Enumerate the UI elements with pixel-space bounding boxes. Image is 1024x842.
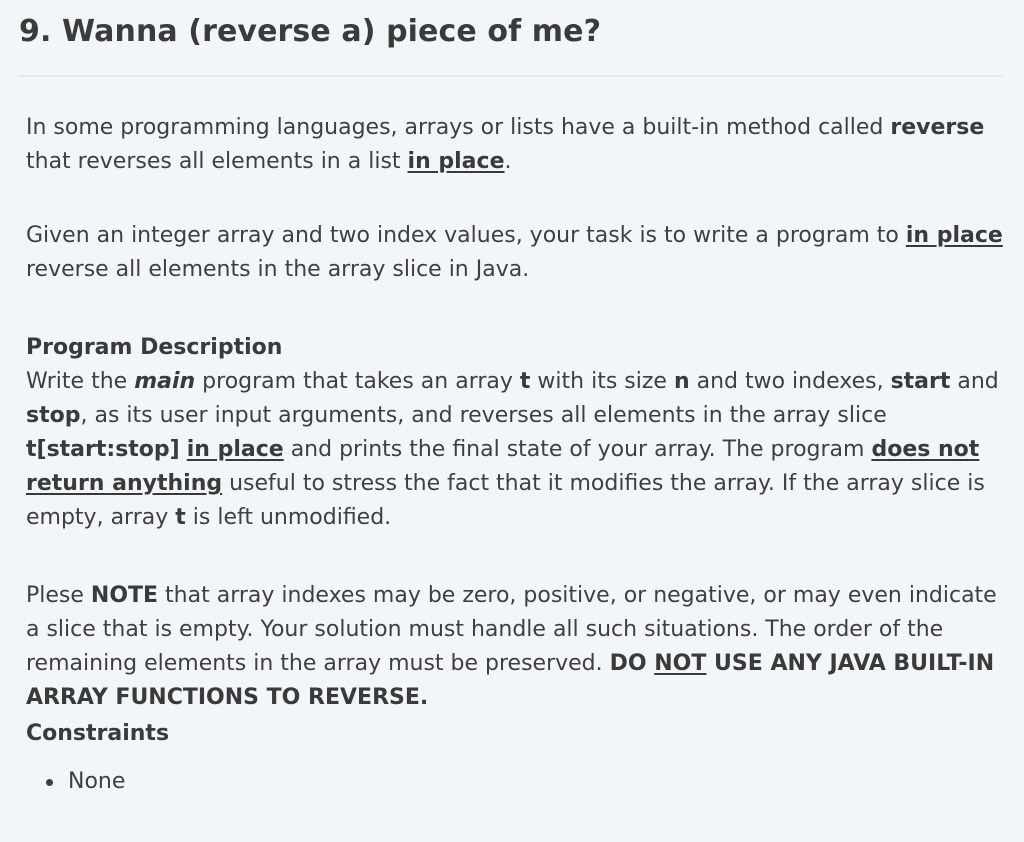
desc-text-3: with its size (530, 369, 674, 394)
intro-text: In some programming languages, arrays or lists have a built-in method called (26, 115, 891, 140)
desc-text-5: and (950, 369, 999, 394)
desc-text-9: useful to stress the fact that it modifies the array. If the array slice is empty, array (26, 471, 985, 530)
intro-paragraph (26, 111, 1004, 179)
array-t-keyword-2: t (175, 505, 186, 530)
intro-text-2: that reverses all elements in a list (26, 149, 408, 174)
main-keyword: main (134, 369, 196, 394)
program-description-paragraph (26, 365, 1004, 535)
task-text: Given an integer array and two index values, your task is to write a program to (26, 223, 906, 248)
note-paragraph (26, 579, 1004, 715)
not-emphasis: NOT (654, 651, 707, 676)
size-n-keyword: n (673, 369, 690, 394)
do-keyword: DO (609, 651, 655, 676)
problem-title: 9. Wanna (reverse a) piece of me? (19, 14, 602, 49)
in-place-emphasis-3: in place (186, 437, 284, 462)
program-description-heading: Program Description (26, 335, 283, 360)
task-paragraph (26, 219, 1004, 287)
note-keyword: NOTE (90, 583, 159, 608)
constraints-heading: Constraints (26, 721, 170, 746)
title-divider (19, 75, 1003, 77)
task-text-2: reverse all elements in the array slice in Java. (26, 257, 530, 282)
constraints-list (26, 765, 1004, 799)
in-place-emphasis: in place (407, 149, 505, 174)
list-item (68, 765, 1004, 799)
stop-keyword: stop (26, 403, 81, 428)
does-not-return-emphasis: does not return anything (26, 437, 980, 496)
note-text-1: Plese (26, 583, 91, 608)
array-t-keyword: t (519, 369, 531, 394)
desc-text-4: and two indexes, (689, 369, 891, 394)
note-text-2: that array indexes may be zero, positive, or negative, or may even indicate a slice that is empty. Your solution must handle all such situations. The order of the remaining elements in the array must be preserved. (26, 583, 997, 676)
desc-text-8: and prints the final state of your array. The program (283, 437, 872, 462)
problem-content (26, 111, 1004, 799)
no-builtin-warning: USE ANY JAVA BUILT-IN ARRAY FUNCTIONS TO REVERSE. (26, 651, 995, 710)
reverse-keyword: reverse (890, 115, 985, 140)
desc-text-6: , as its user input arguments, and reverses all elements in the array slice (80, 403, 887, 428)
intro-period: . (504, 149, 512, 174)
start-keyword: start (890, 369, 951, 394)
slice-keyword: t[start:stop] (26, 437, 180, 462)
in-place-emphasis-2: in place (905, 223, 1003, 248)
desc-text-2: program that takes an array (195, 369, 520, 394)
desc-text-1: Write the (26, 369, 135, 394)
bullet-icon (46, 779, 53, 786)
desc-space (180, 437, 187, 462)
desc-text-10: is left unmodified. (185, 505, 392, 530)
constraint-text: None (68, 769, 126, 794)
